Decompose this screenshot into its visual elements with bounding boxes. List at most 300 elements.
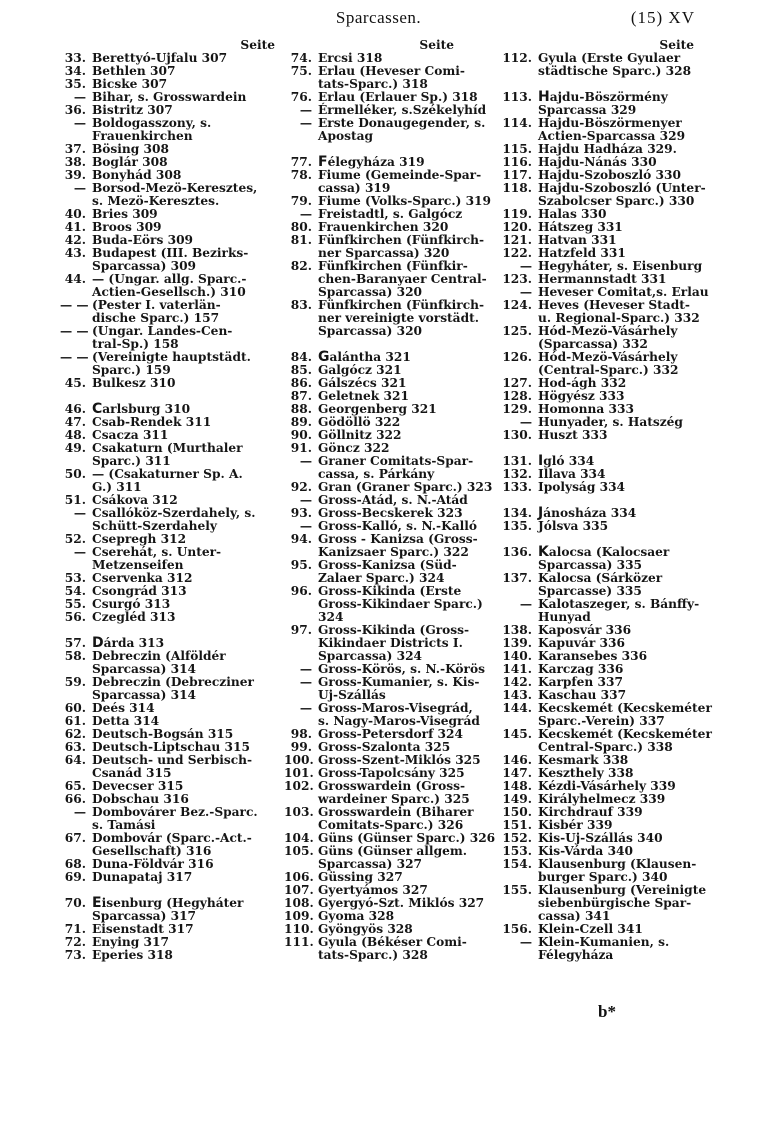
section-initial: G	[318, 349, 330, 365]
entry-number: 156.	[502, 922, 532, 936]
entry-text: Galgócz 321	[318, 363, 402, 377]
entry-number: 49.	[64, 441, 86, 455]
entry-number: 73.	[64, 948, 86, 962]
entry-number: — —	[60, 350, 89, 364]
entry-text: Bries 309	[92, 207, 158, 221]
entry-text: Kapuvár 336	[538, 636, 625, 650]
section-first-entry: Igló 334	[538, 453, 595, 469]
entry-text: Sparcassa) 320	[318, 324, 423, 338]
entry-number: 61.	[64, 714, 86, 728]
entry-number: —	[519, 285, 532, 299]
entry-text: Klausenburg (Klausen-	[538, 857, 697, 871]
entry-number: —	[299, 103, 312, 117]
entry-text: Duna-Földvár 316	[92, 857, 214, 871]
index-entry	[284, 325, 484, 338]
entry-text: Güns (Günser allgem.	[318, 844, 467, 858]
entry-text: Frauenkirchen	[92, 129, 193, 143]
entry-number: 106.	[284, 870, 314, 884]
index-entry	[60, 949, 278, 962]
entry-text: Erste Donaugegender, s.	[318, 116, 486, 130]
entry-number: 86.	[290, 376, 312, 390]
entry-text: Erlau (Erlauer Sp.) 318	[318, 90, 478, 104]
entry-number: 78.	[290, 168, 312, 182]
entry-number: —	[73, 506, 86, 520]
entry-text: Szabolcser Sparc.) 330	[538, 194, 695, 208]
entry-text: Sparcassa) 314	[92, 688, 197, 702]
entry-text: Comitats-Sparc.) 326	[318, 818, 464, 832]
entry-number: 113.	[502, 90, 532, 104]
entry-text: s. Mezö-Keresztes.	[92, 194, 220, 208]
section-first-entry: Hajdu-Böszörmény	[538, 89, 668, 105]
section-first-entry: Jánosháza 334	[538, 505, 637, 521]
entry-number: 69.	[64, 870, 86, 884]
entry-number: 62.	[64, 727, 86, 741]
index-entry	[284, 949, 484, 962]
section-initial: I	[538, 453, 544, 469]
section-initial: C	[92, 401, 103, 417]
index-entry	[502, 65, 694, 78]
entry-text: Bösing 308	[92, 142, 169, 156]
entry-text: Gesellschaft) 316	[92, 844, 212, 858]
entry-text: Göllnitz 322	[318, 428, 402, 442]
entry-number: 92.	[290, 480, 312, 494]
entry-number: 126.	[502, 350, 532, 364]
entry-number: 90.	[290, 428, 312, 442]
entry-text: Fünfkirchen (Fünfkir-	[318, 259, 468, 273]
entry-number: 59.	[64, 675, 86, 689]
index-entry	[60, 377, 278, 390]
entry-text: Gross-Kalló, s. N.-Kalló	[318, 519, 477, 533]
entry-text: tats-Sparc.) 328	[318, 948, 428, 962]
entry-text: Grosswardein (Gross-	[318, 779, 466, 793]
entry-text: siebenbürgische Spar-	[538, 896, 692, 910]
entry-text: Hátszeg 331	[538, 220, 623, 234]
entry-text: Csakaturn (Murthaler	[92, 441, 243, 455]
entry-text: Sparcassa) 327	[318, 857, 423, 871]
entry-number: —	[519, 597, 532, 611]
section-first-entry: Kalocsa (Kalocsaer	[538, 544, 670, 560]
entry-text: Csepregh 312	[92, 532, 187, 546]
entry-number: 36.	[64, 103, 86, 117]
entry-text: Csongrád 313	[92, 584, 187, 598]
entry-number: 98.	[290, 727, 312, 741]
entry-text: Fünfkirchen (Fünfkirch-	[318, 233, 485, 247]
entry-text: Kirchdrauf 339	[538, 805, 643, 819]
entry-text: Gross-Petersdorf 324	[318, 727, 463, 741]
entry-text: Schütt-Szerdahely	[92, 519, 217, 533]
entry-text: — (Csakaturner Sp. A.	[92, 467, 243, 481]
entry-text: Bicske 307	[92, 77, 168, 91]
entry-text: Sparcassa 329	[538, 103, 637, 117]
entry-text: Deés 314	[92, 701, 155, 715]
entry-number: —	[299, 675, 312, 689]
entry-text: Gyertyámos 327	[318, 883, 428, 897]
entry-text: Heves (Heveser Stadt-	[538, 298, 690, 312]
entry-text: Gran (Graner Sparc.) 323	[318, 480, 493, 494]
entry-text: Sparc.) 311	[92, 454, 171, 468]
entry-number: 33.	[64, 51, 86, 65]
entry-number: 44.	[64, 272, 86, 286]
entry-number: 56.	[64, 610, 86, 624]
entry-number: 91.	[290, 441, 312, 455]
entry-text: Gross-Kanizsa (Süd-	[318, 558, 457, 572]
entry-number: 110.	[284, 922, 314, 936]
entry-text: Csurgó 313	[92, 597, 171, 611]
entry-text: Bihar, s. Grosswardein	[92, 90, 247, 104]
entry-number: 111.	[284, 935, 314, 949]
entry-text: Csacza 311	[92, 428, 169, 442]
entry-text: Deutsch- und Serbisch-	[92, 753, 253, 767]
entry-text: Gross-Szalonta 325	[318, 740, 451, 754]
entry-number: 58.	[64, 649, 86, 663]
entry-text: Güssing 327	[318, 870, 403, 884]
entry-number: 133.	[502, 480, 532, 494]
entry-text: Kis-Várda 340	[538, 844, 634, 858]
entry-text: Gross-Kumanier, s. Kis-	[318, 675, 480, 689]
entry-text: Kalotaszeger, s. Bánffy-	[538, 597, 700, 611]
entry-number: 50.	[64, 467, 86, 481]
section-first-entry: Eisenburg (Hegyháter	[92, 895, 244, 911]
entry-text: Fünfkirchen (Fünfkirch-	[318, 298, 485, 312]
entry-number: 64.	[64, 753, 86, 767]
entry-number: 97.	[290, 623, 312, 637]
entry-number: —	[73, 181, 86, 195]
entry-text: Cservenka 312	[92, 571, 193, 585]
entry-text: Gross-Kikindaer Sparc.)	[318, 597, 483, 611]
entry-text: Grosswardein (Biharer	[318, 805, 474, 819]
entry-text: u. Regional-Sparc.) 332	[538, 311, 700, 325]
page-header	[0, 0, 757, 30]
entry-text: cassa) 319	[318, 181, 391, 195]
entry-number: 139.	[502, 636, 532, 650]
entry-number: 153.	[502, 844, 532, 858]
index-entry	[284, 598, 484, 611]
signature-mark: b*	[598, 1002, 616, 1021]
entry-number: 121.	[502, 233, 532, 247]
entry-text: Graner Comitats-Spar-	[318, 454, 474, 468]
entry-text: Gyula (Békéser Comi-	[318, 935, 467, 949]
entry-number: 109.	[284, 909, 314, 923]
entry-text: Högyész 333	[538, 389, 625, 403]
entry-text: (Ungar. Landes-Cen-	[92, 324, 233, 338]
entry-text: Klein-Czell 341	[538, 922, 643, 936]
entry-text: Kanizsaer Sparc.) 322	[318, 545, 469, 559]
entry-text: Freistadtl, s. Galgócz	[318, 207, 463, 221]
entry-number: 149.	[502, 792, 532, 806]
entry-number: 142.	[502, 675, 532, 689]
index-entry	[60, 871, 278, 884]
entry-number: 52.	[64, 532, 86, 546]
entry-text: Kaposvár 336	[538, 623, 632, 637]
entry-text: Uj-Szállás	[318, 688, 386, 702]
entry-text: Hatvan 331	[538, 233, 617, 247]
entry-text: Hajdu Hadháza 329.	[538, 142, 677, 156]
entry-number: 147.	[502, 766, 532, 780]
entry-text: Csanád 315	[92, 766, 172, 780]
entry-text: Érmelléker, s.Székelyhíd	[318, 103, 487, 117]
section-initial: F	[318, 154, 328, 170]
entry-number: —	[299, 493, 312, 507]
entry-number: 45.	[64, 376, 86, 390]
entry-text: Gyergyó-Szt. Miklós 327	[318, 896, 485, 910]
entry-number: 89.	[290, 415, 312, 429]
entry-text: Kalocsa (Sárközer	[538, 571, 663, 585]
entry-text: Hunyader, s. Hatszég	[538, 415, 683, 429]
entry-number: 51.	[64, 493, 86, 507]
entry-text: städtische Sparc.) 328	[538, 64, 692, 78]
entry-number: 135.	[502, 519, 532, 533]
entry-number: 53.	[64, 571, 86, 585]
entry-text: Hód-Mezö-Vásárhely	[538, 350, 678, 364]
entry-number: —	[299, 454, 312, 468]
entry-number: 41.	[64, 220, 86, 234]
entry-number: 150.	[502, 805, 532, 819]
entry-text: Deutsch-Bogsán 315	[92, 727, 234, 741]
entry-number: — —	[60, 324, 89, 338]
entry-number: 35.	[64, 77, 86, 91]
entry-number: 57.	[64, 636, 86, 650]
entry-text: Göncz 322	[318, 441, 390, 455]
section-first-entry: Dárda 313	[92, 635, 165, 651]
entry-text: Huszt 333	[538, 428, 608, 442]
entry-text: Kis-Uj-Szállás 340	[538, 831, 663, 845]
index-entry	[284, 117, 484, 130]
entry-text: Actien-Sparcassa 329	[538, 129, 686, 143]
entry-text: Detta 314	[92, 714, 160, 728]
entry-number: 96.	[290, 584, 312, 598]
entry-number: 118.	[502, 181, 532, 195]
entry-text: Bonyhád 308	[92, 168, 182, 182]
entry-number: 143.	[502, 688, 532, 702]
entry-text: Karczag 336	[538, 662, 624, 676]
entry-number: 74.	[290, 51, 312, 65]
entry-number: 43.	[64, 246, 86, 260]
entry-text: Georgenberg 321	[318, 402, 437, 416]
entry-number: 117.	[502, 168, 532, 182]
entry-text: Illava 334	[538, 467, 606, 481]
entry-text: Gyöngyös 328	[318, 922, 413, 936]
entry-text: Gross-Szent-Miklós 325	[318, 753, 481, 767]
entry-text: Klausenburg (Vereinigte	[538, 883, 707, 897]
entry-number: 138.	[502, 623, 532, 637]
entry-number: 67.	[64, 831, 86, 845]
entry-text: burger Sparc.) 340	[538, 870, 668, 884]
section-initial: E	[92, 895, 102, 911]
index-column-3	[502, 38, 712, 962]
entry-number: —	[299, 701, 312, 715]
entry-number: 80.	[290, 220, 312, 234]
entry-text: Gross-Tapolcsány 325	[318, 766, 465, 780]
entry-text: Gyula (Erste Gyulaer	[538, 51, 681, 65]
index-entry	[60, 611, 278, 624]
entry-number: 39.	[64, 168, 86, 182]
entry-text: Halas 330	[538, 207, 607, 221]
entry-text: Sparc.-Verein) 337	[538, 714, 665, 728]
entry-number: 94.	[290, 532, 312, 546]
entry-text: dische Sparc.) 157	[92, 311, 220, 325]
entry-text: Gálszécs 321	[318, 376, 407, 390]
entry-number: —	[73, 805, 86, 819]
entry-number: 148.	[502, 779, 532, 793]
entry-number: 34.	[64, 64, 86, 78]
entry-text: Hajdu-Böszörmenyer	[538, 116, 682, 130]
entry-number: 144.	[502, 701, 532, 715]
entry-number: 55.	[64, 597, 86, 611]
entry-number: 146.	[502, 753, 532, 767]
entry-number: 120.	[502, 220, 532, 234]
entry-number: 128.	[502, 389, 532, 403]
entry-text: Sparc.) 159	[92, 363, 171, 377]
entry-text: Boglár 308	[92, 155, 168, 169]
entry-text: Dobschau 316	[92, 792, 189, 806]
entry-number: —	[519, 259, 532, 273]
entry-number: 84.	[290, 350, 312, 364]
entry-text: tral-Sp.) 158	[92, 337, 179, 351]
entry-text: Keszthely 338	[538, 766, 634, 780]
entry-text: Homonna 333	[538, 402, 634, 416]
entry-number: 119.	[502, 207, 532, 221]
entry-text: Gross-Becskerek 323	[318, 506, 463, 520]
page-number: (15) XV	[630, 8, 695, 27]
entry-number: 48.	[64, 428, 86, 442]
entry-number: 105.	[284, 844, 314, 858]
entry-number: 145.	[502, 727, 532, 741]
entry-number: 47.	[64, 415, 86, 429]
entry-text: Karpfen 337	[538, 675, 623, 689]
index-entry	[502, 520, 694, 533]
entry-text: Gross-Körös, s. N.-Körös	[318, 662, 485, 676]
entry-number: —	[73, 116, 86, 130]
entry-text: Kikindaer Districts I.	[318, 636, 463, 650]
entry-number: 132.	[502, 467, 532, 481]
entry-number: 122.	[502, 246, 532, 260]
entry-number: 72.	[64, 935, 86, 949]
entry-text: Sparcassa) 320	[318, 285, 423, 299]
entry-number: 76.	[290, 90, 312, 104]
entry-text: Debreczin (Alföldér	[92, 649, 226, 663]
entry-number: 40.	[64, 207, 86, 221]
entry-text: s. Nagy-Maros-Visegrád	[318, 714, 480, 728]
entry-text: Debreczin (Debrecziner	[92, 675, 254, 689]
entry-number: 103.	[284, 805, 314, 819]
entry-number: 141.	[502, 662, 532, 676]
entry-number: —	[519, 935, 532, 949]
entry-text: Hajdu-Szoboszló (Unter-	[538, 181, 706, 195]
entry-number: 154.	[502, 857, 532, 871]
entry-number: 37.	[64, 142, 86, 156]
entry-text: Güns (Günser Sparc.) 326	[318, 831, 496, 845]
entry-number: 77.	[290, 155, 312, 169]
section-initial: J	[538, 505, 544, 521]
index-entry	[284, 130, 484, 143]
entry-number: 65.	[64, 779, 86, 793]
entry-number: 116.	[502, 155, 532, 169]
entry-text: Kaschau 337	[538, 688, 627, 702]
index-entry	[502, 481, 694, 494]
entry-text: Fiume (Gemeinde-Spar-	[318, 168, 482, 182]
entry-number: — —	[60, 298, 89, 312]
seite-label: Seite	[659, 38, 694, 52]
entry-text: Csallóköz-Szerdahely, s.	[92, 506, 256, 520]
entry-number: —	[299, 116, 312, 130]
entry-text: Dunapataj 317	[92, 870, 193, 884]
entry-number: 151.	[502, 818, 532, 832]
index-entry	[502, 429, 694, 442]
entry-text: Central-Sparc.) 338	[538, 740, 673, 754]
entry-number: 38.	[64, 155, 86, 169]
section-first-entry: Félegyháza 319	[318, 154, 425, 170]
entry-text: Sparcassa) 314	[92, 662, 197, 676]
entry-number: 71.	[64, 922, 86, 936]
entry-number: 123.	[502, 272, 532, 286]
seite-label: Seite	[240, 38, 275, 52]
entry-number: 104.	[284, 831, 314, 845]
entry-text: Kisbér 339	[538, 818, 613, 832]
entry-text: Kecskemét (Kecskeméter	[538, 727, 712, 741]
entry-number: 88.	[290, 402, 312, 416]
entry-text: Czegléd 313	[92, 610, 176, 624]
entry-number: 112.	[502, 51, 532, 65]
entry-number: 46.	[64, 402, 86, 416]
entry-text: Gross-Maros-Visegrád,	[318, 701, 473, 715]
entry-text: Metzenseifen	[92, 558, 184, 572]
entry-text: Sparcassa) 324	[318, 649, 423, 663]
entry-number: 66.	[64, 792, 86, 806]
entry-text: Geletnek 321	[318, 389, 409, 403]
entry-text: Félegyháza	[538, 948, 614, 962]
entry-text: Gross-Kikinda (Erste	[318, 584, 462, 598]
entry-text: Hatzfeld 331	[538, 246, 626, 260]
entry-text: Hód-Mezö-Vásárhely	[538, 324, 678, 338]
entry-number: 127.	[502, 376, 532, 390]
entry-text: chen-Baranyaer Central-	[318, 272, 487, 286]
entry-text: Eisenstadt 317	[92, 922, 194, 936]
entry-text: Apostag	[318, 129, 374, 143]
entry-text: Enying 317	[92, 935, 169, 949]
entry-text: (Sparcassa) 332	[538, 337, 648, 351]
entry-text: Heveser Comitat,s. Erlau	[538, 285, 709, 299]
entry-text: Budapest (III. Bezirks-	[92, 246, 249, 260]
entry-text: Csab-Rendek 311	[92, 415, 212, 429]
entry-text: Dombovár (Sparc.-Act.-	[92, 831, 252, 845]
entry-text: Boldogasszony, s.	[92, 116, 212, 130]
entry-number: 70.	[64, 896, 86, 910]
entry-text: Broos 309	[92, 220, 162, 234]
entry-number: 60.	[64, 701, 86, 715]
entry-number: 102.	[284, 779, 314, 793]
entry-number: 63.	[64, 740, 86, 754]
entry-text: Gross-Kikinda (Gross-	[318, 623, 470, 637]
entry-text: Sparcasse) 335	[538, 584, 642, 598]
page-title: Sparcassen.	[335, 8, 422, 27]
entry-text: s. Tamási	[92, 818, 156, 832]
entry-number: 101.	[284, 766, 314, 780]
entry-text: Hajdu-Szoboszló 330	[538, 168, 681, 182]
entry-number: 137.	[502, 571, 532, 585]
entry-text: Fiume (Volks-Sparc.) 319	[318, 194, 492, 208]
entry-number: 129.	[502, 402, 532, 416]
entry-text: Királyhelmecz 339	[538, 792, 666, 806]
entry-text: 324	[318, 610, 344, 624]
entry-text: Deutsch-Liptschau 315	[92, 740, 250, 754]
entry-number: —	[299, 207, 312, 221]
entry-text: Hajdu-Nánás 330	[538, 155, 657, 169]
entry-text: ner vereinigte vorstädt.	[318, 311, 479, 325]
entry-number: —	[73, 545, 86, 559]
entry-text: G.) 311	[92, 480, 142, 494]
entry-text: Gyoma 328	[318, 909, 395, 923]
index-column-2	[284, 38, 496, 962]
